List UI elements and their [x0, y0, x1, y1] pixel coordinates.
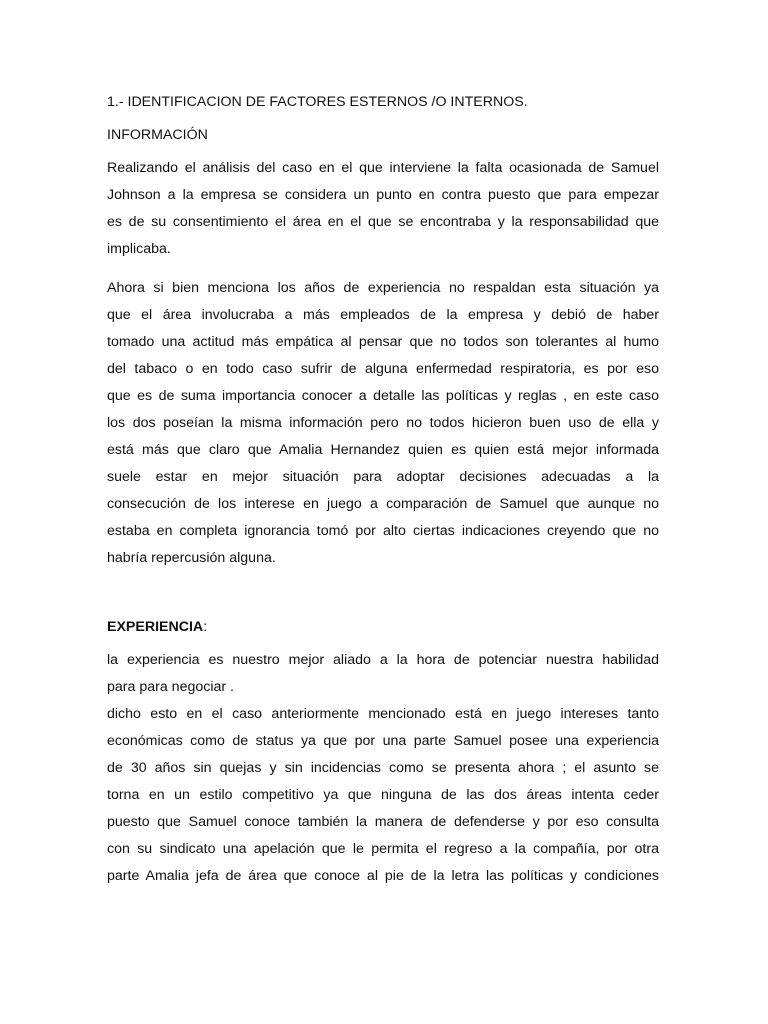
paragraph-line: parte Amalia jefa de área que conoce al pie de la letra las políticas y condiciones	[107, 868, 659, 884]
paragraph-line: dicho esto en el caso anteriormente mencionado está en juego intereses tanto	[107, 706, 659, 722]
document-page	[107, 89, 659, 890]
paragraph-situation	[107, 275, 659, 572]
paragraph-line: con su sindicato una apelación que le permita el regreso a la compañía, por otra	[107, 841, 659, 857]
paragraph-line: los dos poseían la misma información pero no todos hicieron buen uso de ella y	[107, 415, 659, 431]
spacer	[107, 572, 659, 614]
paragraph-line: está más que claro que Amalia Hernandez quien es quien está mejor informada	[107, 442, 659, 458]
paragraph-line: Realizando el análisis del caso en el que interviene la falta ocasionada de Samuel	[107, 160, 659, 176]
paragraph-line: la experiencia es nuestro mejor aliado a la hora de potenciar nuestra habilidad	[107, 652, 659, 668]
paragraph-line: económicas como de status ya que por una parte Samuel posee una experiencia	[107, 733, 659, 749]
paragraph-line: para para negociar .	[107, 679, 234, 695]
paragraph-line: Ahora si bien menciona los años de experiencia no respaldan esta situación ya	[107, 280, 659, 296]
paragraph-line: tomado una actitud más empática al pensar que no todos son tolerantes al humo	[107, 334, 659, 350]
paragraph-line: implicaba.	[107, 241, 171, 257]
experience-heading	[107, 614, 659, 641]
subheading-informacion: INFORMACIÓN	[107, 127, 208, 143]
paragraph-line: habría repercusión alguna.	[107, 550, 276, 566]
paragraph-case	[107, 701, 659, 890]
spacer	[107, 263, 659, 275]
experience-heading-text: EXPERIENCIA	[107, 619, 204, 635]
paragraph-line: que el área involucraba a más empleados de la empresa y debió de haber	[107, 307, 659, 323]
paragraph-line: estaba en completa ignorancia tomó por alto ciertas indicaciones creyendo que no	[107, 523, 659, 539]
paragraph-line: puesto que Samuel conoce también la manera de defenderse y por eso consulta	[107, 814, 659, 830]
paragraph-analysis	[107, 155, 659, 263]
paragraph-line: torna en un estilo competitivo ya que ninguna de las dos áreas intenta ceder	[107, 787, 659, 803]
paragraph-line: suele estar en mejor situación para adoptar decisiones adecuadas a la	[107, 469, 659, 485]
paragraph-line: de 30 años sin quejas y sin incidencias como se presenta ahora ; el asunto se	[107, 760, 659, 776]
paragraph-line: que es de suma importancia conocer a detalle las políticas y reglas , en este caso	[107, 388, 659, 404]
paragraph-line: Johnson a la empresa se considera un punto en contra puesto que para empezar	[107, 187, 659, 203]
section-title: 1.- IDENTIFICACION DE FACTORES ESTERNOS /O INTERNOS.	[107, 94, 528, 110]
paragraph-line: del tabaco o en todo caso sufrir de alguna enfermedad respiratoria, es por eso	[107, 361, 659, 377]
experience-heading-colon: :	[203, 619, 208, 635]
paragraph-line: consecución de los interese en juego a comparación de Samuel que aunque no	[107, 496, 659, 512]
paragraph-line: es de su consentimiento el área en el que se encontraba y la responsabilidad que	[107, 214, 659, 230]
paragraph-experience	[107, 647, 659, 701]
